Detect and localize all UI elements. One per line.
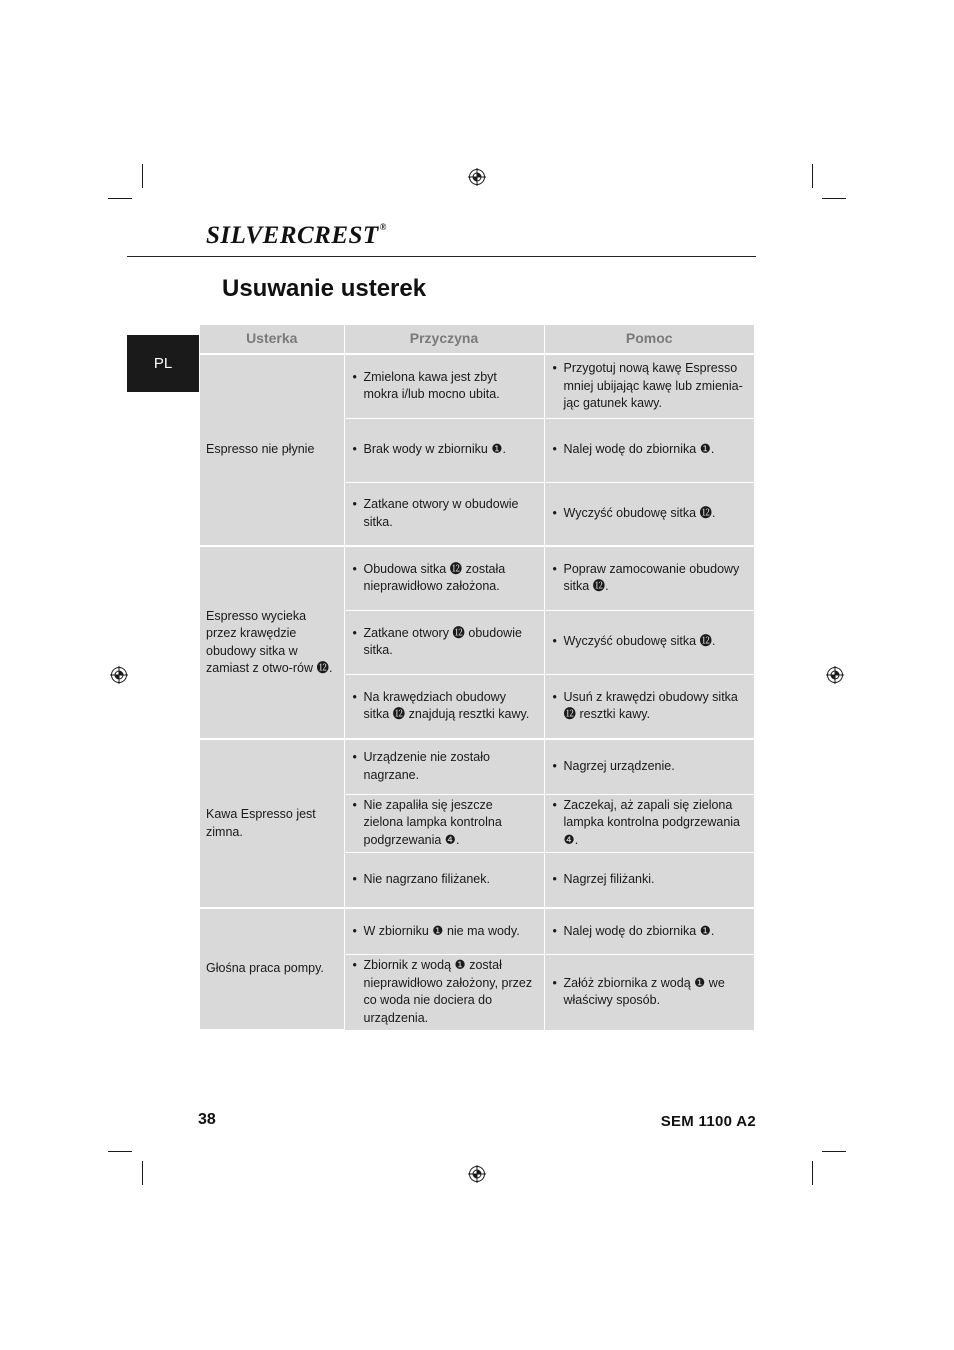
language-tab: PL <box>127 335 199 392</box>
cause-text: Zbiornik z wodą ❶ został nieprawidłowo założony, przez co woda nie dociera do urządzenia. <box>363 958 533 1025</box>
cause-cell <box>344 674 544 739</box>
column-header-remedy: Pomoc <box>544 325 754 354</box>
bullet: • <box>352 872 357 886</box>
bullet: • <box>552 442 557 457</box>
bullet: • <box>352 561 357 576</box>
table-row <box>200 354 754 418</box>
cause-cell <box>344 546 544 610</box>
bullet: • <box>552 759 557 773</box>
crop-mark <box>142 1161 143 1185</box>
table-row <box>200 546 754 610</box>
cause-text: Zmielona kawa jest zbyt mokra i/lub mocno ubita. <box>363 369 500 402</box>
bullet: • <box>352 442 357 457</box>
remedy-text: Załóż zbiornika z wodą ❶ we właściwy sposób. <box>563 975 725 1007</box>
brand-logo <box>206 222 387 250</box>
remedy-cell <box>544 546 754 610</box>
bullet: • <box>552 361 557 375</box>
remedy-cell <box>544 852 754 908</box>
fault-cell: Głośna praca pompy. <box>200 908 344 1030</box>
crop-mark <box>822 198 846 199</box>
crop-mark <box>108 198 132 199</box>
cause-text: Nie nagrzano filiżanek. <box>363 872 490 886</box>
cause-cell <box>344 852 544 908</box>
cause-cell <box>344 610 544 674</box>
table-row <box>200 739 754 794</box>
registration-mark-icon <box>110 666 128 684</box>
crop-mark <box>812 1161 813 1185</box>
fault-cell: Espresso nie płynie <box>200 354 344 546</box>
model-number: SEM 1100 A2 <box>660 1113 756 1130</box>
remedy-text: Nagrzej urządzenie. <box>563 759 675 773</box>
column-header-cause: Przyczyna <box>344 325 544 354</box>
cause-text: Obudowa sitka ⓬ została nieprawidłowo założona. <box>363 561 506 594</box>
bullet: • <box>352 625 357 640</box>
cause-text: Urządzenie nie zostało nagrzane. <box>363 750 490 782</box>
registered-mark: ® <box>379 222 387 232</box>
remedy-cell <box>544 739 754 794</box>
registration-mark-icon <box>468 1165 486 1183</box>
remedy-text: Wyczyść obudowę sitka ⓬. <box>563 634 716 649</box>
remedy-cell <box>544 482 754 546</box>
registration-mark-icon <box>468 168 486 186</box>
remedy-text: Przygotuj nową kawę Espresso mniej ubijając kawę lub zmienia-jąc gatunek kawy. <box>563 361 743 410</box>
bullet: • <box>552 561 557 576</box>
cause-text: Na krawędziach obudowy sitka ⓬ znajdują resztki kawy. <box>363 689 530 722</box>
remedy-cell <box>544 418 754 482</box>
page-title: Usuwanie usterek <box>222 275 427 302</box>
crop-mark <box>108 1151 132 1152</box>
cause-text: Brak wody w zbiorniku ❶. <box>363 442 507 457</box>
remedy-cell <box>544 610 754 674</box>
troubleshooting-table <box>200 325 754 1031</box>
remedy-cell <box>544 674 754 739</box>
remedy-text: Wyczyść obudowę sitka ⓬. <box>563 506 716 520</box>
cause-text: W zbiorniku ❶ nie ma wody. <box>363 923 520 938</box>
remedy-cell <box>544 908 754 954</box>
header-divider <box>127 256 756 257</box>
bullet: • <box>552 975 557 990</box>
fault-cell: Espresso wycieka przez krawędzie obudowy sitka w zamiast z otwo-rów ⓬. <box>200 546 344 739</box>
bullet: • <box>552 634 557 649</box>
remedy-text: Popraw zamocowanie obudowy sitka ⓬. <box>563 561 740 594</box>
bullet: • <box>352 750 357 765</box>
cause-text: Zatkane otwory ⓬ obudowie sitka. <box>363 625 522 657</box>
bullet: • <box>552 797 557 812</box>
cause-cell <box>344 908 544 954</box>
page-number: 38 <box>198 1111 216 1128</box>
bullet: • <box>352 797 357 812</box>
bullet: • <box>352 497 357 512</box>
bullet: • <box>352 689 357 704</box>
remedy-text: Nalej wodę do zbiornika ❶. <box>563 923 715 938</box>
remedy-text: Nagrzej filiżanki. <box>563 872 655 886</box>
cause-text: Nie zapaliła się jeszcze zielona lampka kontrolna podgrzewania ❹. <box>363 797 502 847</box>
remedy-text: Nalej wodę do zbiornika ❶. <box>563 442 715 457</box>
cause-cell <box>344 354 544 418</box>
bullet: • <box>552 689 557 704</box>
fault-cell: Kawa Espresso jest zimna. <box>200 739 344 908</box>
brand-name: SILVERCREST <box>206 222 379 249</box>
bullet: • <box>352 958 357 972</box>
bullet: • <box>552 872 557 886</box>
crop-mark <box>822 1151 846 1152</box>
remedy-cell <box>544 794 754 852</box>
cause-cell <box>344 794 544 852</box>
remedy-text: Zaczekaj, aż zapali się zielona lampka kontrolna podgrzewania ❹. <box>563 797 740 847</box>
remedy-cell <box>544 954 754 1030</box>
cause-cell <box>344 482 544 546</box>
remedy-text: Usuń z krawędzi obudowy sitka ⓬ resztki kawy. <box>563 689 738 722</box>
crop-mark <box>142 164 143 188</box>
registration-mark-icon <box>826 666 844 684</box>
cause-text: Zatkane otwory w obudowie sitka. <box>363 497 519 529</box>
table-row <box>200 908 754 954</box>
cause-cell <box>344 739 544 794</box>
crop-mark <box>812 164 813 188</box>
cause-cell <box>344 954 544 1030</box>
column-header-fault: Usterka <box>200 325 344 354</box>
remedy-cell <box>544 354 754 418</box>
bullet: • <box>352 369 357 384</box>
bullet: • <box>552 923 557 938</box>
table-header-row <box>200 325 754 354</box>
bullet: • <box>352 923 357 938</box>
cause-cell <box>344 418 544 482</box>
bullet: • <box>552 506 557 520</box>
